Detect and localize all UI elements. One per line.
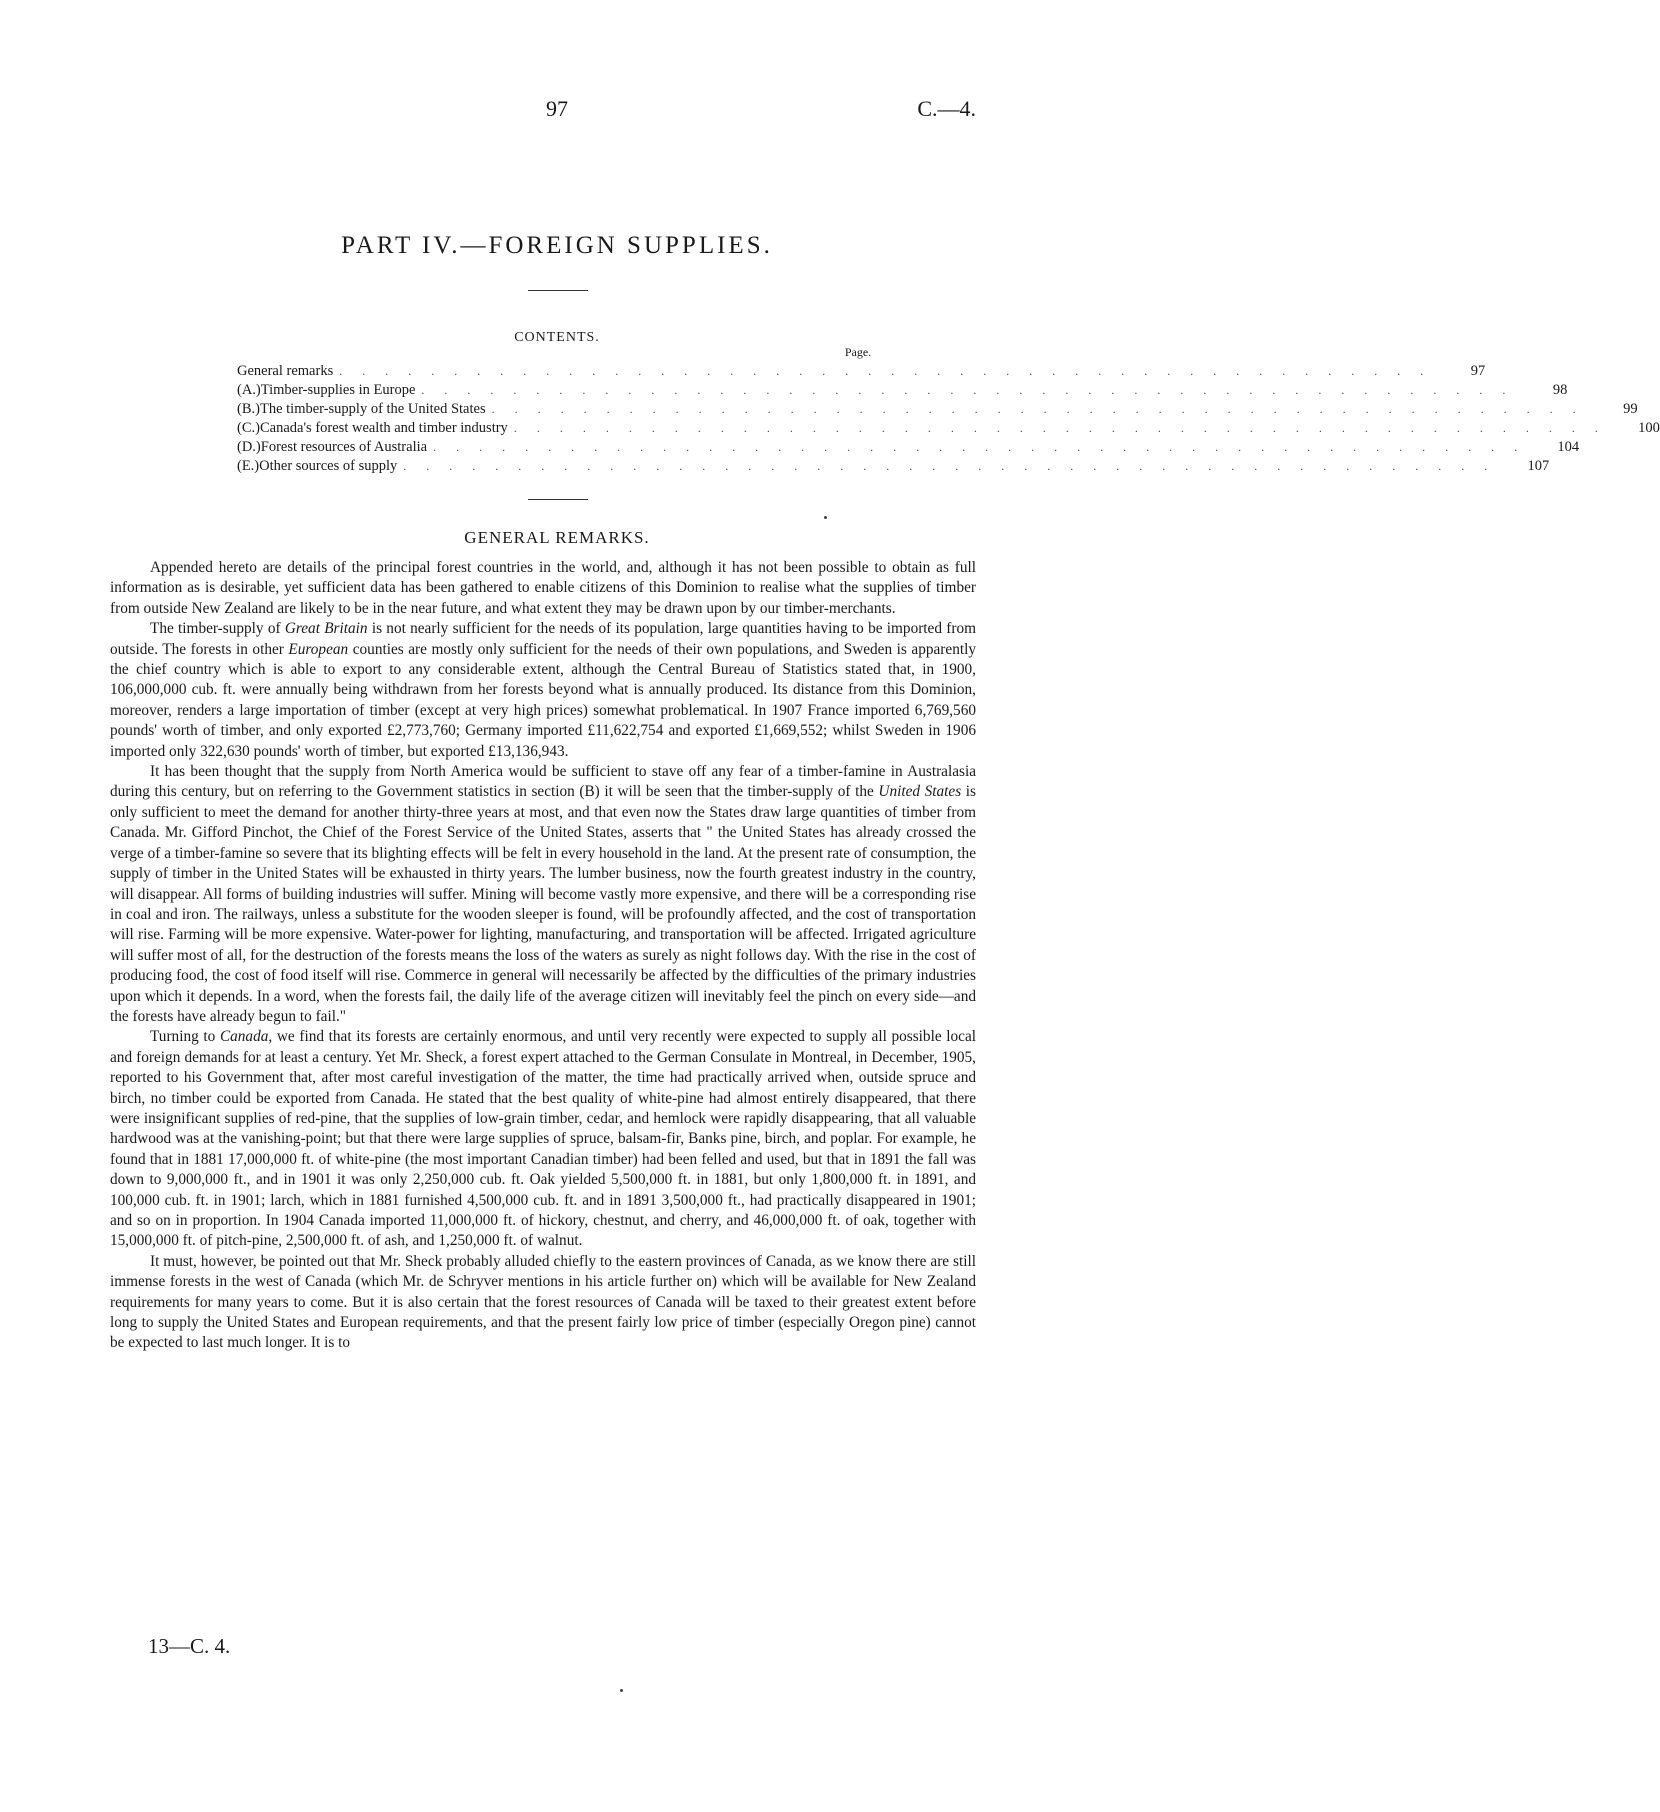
toc-entry — [237, 457, 1550, 476]
toc-entry-text: General remarks — [237, 363, 334, 379]
toc-entry-text: Forest resources of Australia — [260, 439, 428, 455]
stray-mark — [824, 516, 827, 519]
toc-entry-label: (D.) — [237, 439, 261, 455]
toc-entry — [237, 381, 1568, 400]
toc-entry-label: (A.) — [237, 382, 261, 398]
document-reference: C.—4. — [917, 96, 976, 121]
toc-entry — [237, 438, 1580, 457]
paragraph: It must, however, be pointed out that Mr. Sheck probably alluded chiefly to the eastern provinces of Canada, as we know there are still immense forests in the west of Canada (which Mr. de Schryver mentions in his article further on) which will be available for New Zealand requirements for many years to come. But it is also certain that the forest resources of Canada will be taxed to their greatest extent before long to supply the United States and European requirements, and that the present fairly low price of timber (especially Oregon pine) cannot be expected to last much longer. It is to — [110, 1252, 976, 1352]
toc-entry — [237, 419, 1660, 438]
toc-entry-text: Other sources of supply — [259, 458, 398, 474]
toc-leader-dots: ................................................ — [491, 402, 1596, 416]
paragraph: Turning to Canada, we find that its forests are certainly enormous, and until very recently were expected to supply all possible local and foreign demands for at least a century. Yet Mr. Sheck, a forest expert attached to the German Consulate in Montreal, in December, 1905, reported to his Government that, after most careful investigation of the matter, the time had practically arrived when, outside spruce and birch, no timber could be exported from Canada. He stated that the best quality of white-pine had almost entirely disappeared, that there were insignificant supplies of red-pine, that the supplies of low-grain timber, cedar, and hemlock were rapidly disappearing, that all valuable hardwood was at the vanishing-point; but that there were large supplies of spruce, balsam-fir, Banks pine, birch, and poplar. For example, he found that in 1881 17,000,000 ft. of white-pine (the most important Canadian timber) had been felled and used, but that in 1891 the fall was down to 9,000,000 ft., and in 1901 it was only 2,250,000 cub. ft. Oak yielded 5,500,000 ft. in 1881, but only 1,800,000 ft. in 1891, and 100,000 cub. ft. in 1901; larch, which in 1881 furnished 4,500,000 cub. ft. and in 1891 3,500,000 ft., had practically disappeared in 1901; and so on in proportion. In 1904 Canada imported 11,000,000 ft. of hickory, chestnut, and cherry, and 46,000,000 ft. of oak, together with 15,000,000 ft. of pitch-pine, 2,500,000 ft. of ash, and 1,250,000 ft. of walnut. — [110, 1028, 976, 1250]
toc-entry-page: 100 — [1638, 420, 1660, 436]
contents-divider — [528, 499, 588, 500]
toc-entry-label: (B.) — [237, 401, 260, 417]
toc-entry-page: 107 — [1527, 458, 1550, 474]
toc-leader-dots: ................................................ — [339, 364, 1444, 378]
toc-entry-text: The timber-supply of the United States — [259, 401, 486, 417]
toc-entry-text: Canada's forest wealth and timber industry — [259, 420, 508, 436]
body-text — [110, 558, 976, 1354]
toc-entry-label: (C.) — [237, 420, 260, 436]
toc-entry-label: (E.) — [237, 458, 260, 474]
title-divider — [528, 290, 588, 291]
signature-mark: 13—C. 4. — [148, 1634, 231, 1658]
toc-entry-page: 104 — [1557, 439, 1580, 455]
toc-entry — [237, 362, 1486, 381]
toc-entry-page: 99 — [1623, 401, 1638, 417]
toc-entry-page: 98 — [1552, 382, 1568, 398]
contents-list — [237, 362, 1660, 476]
stray-mark — [620, 1689, 623, 1692]
toc-entry-text: Timber-supplies in Europe — [260, 382, 416, 398]
toc-leader-dots: ................................................ — [513, 421, 1618, 435]
toc-entry — [237, 400, 1638, 419]
contents-page-column-label: Page. — [844, 345, 872, 359]
toc-leader-dots: ................................................ — [421, 383, 1526, 397]
toc-leader-dots: ................................................ — [403, 459, 1508, 473]
toc-entry-page: 97 — [1470, 363, 1486, 379]
section-title: GENERAL REMARKS. — [464, 528, 650, 547]
part-title: PART IV.—FOREIGN SUPPLIES. — [341, 232, 773, 259]
page-number: 97 — [546, 96, 568, 121]
paragraph: The timber-supply of Great Britain is not nearly sufficient for the needs of its population, large quantities having to be imported from outside. The forests in other European counties are mostly only sufficient for the needs of their own populations, and Sweden is apparently the chief country which is able to export to any considerable extent, although the Central Bureau of Statistics stated that, in 1900, 106,000,000 cub. ft. were annually being withdrawn from her forests beyond what is annually produced. Its distance from this Dominion, moreover, renders a large importation of timber (except at very high prices) somewhat problematical. In 1907 France imported 6,769,560 pounds' worth of timber, and only exported £2,773,760; Germany imported £11,622,754 and exported £1,669,552; whilst Sweden in 1906 imported only 322,630 pounds' worth of timber, but exported £13,136,943. — [110, 620, 976, 760]
contents-heading: CONTENTS. — [514, 330, 600, 345]
toc-leader-dots: ................................................ — [433, 440, 1538, 454]
paragraph: It has been thought that the supply from North America would be sufficient to stave off any fear of a timber-famine in Australasia during this century, but on referring to the Government statistics in section (B) it will be seen that the timber-supply of the United States is only sufficient to meet the demand for another thirty-three years at most, and that even now the States draw large quantities of timber from Canada. Mr. Gifford Pinchot, the Chief of the Forest Service of the United States, asserts that " the United States has already crossed the verge of a timber-famine so severe that its blighting effects will be felt in every household in the land. At the present rate of consumption, the supply of timber in the United States will be exhausted in thirty years. The lumber business, now the fourth greatest industry in the country, will disappear. All forms of building industries will suffer. Mining will become vastly more expensive, and there will be a corresponding rise in coal and iron. The railways, unless a substitute for the wooden sleeper is found, will be profoundly affected, and the cost of transportation will rise. Farming will be more expensive. Water-power for lighting, manufacturing, and transportation will be affected. Irrigated agriculture will suffer most of all, for the destruction of the forests means the loss of the waters as surely as night follows day. With the rise in the cost of producing food, the cost of food itself will rise. Commerce in general will necessarily be affected by the difficulties of the primary industries upon which it depends. In a word, when the forests fail, the daily life of the average citizen will inevitably feel the pinch on every side—and the forests have already begun to fail." — [110, 763, 977, 1025]
paragraph: Appended hereto are details of the principal forest countries in the world, and, although it has not been possible to obtain as full information as is desirable, yet sufficient data has been gathered to enable citizens of this Dominion to realise what the supplies of timber from outside New Zealand are likely to be in the near future, and what extent they may be drawn upon by our timber-merchants. — [110, 559, 976, 617]
